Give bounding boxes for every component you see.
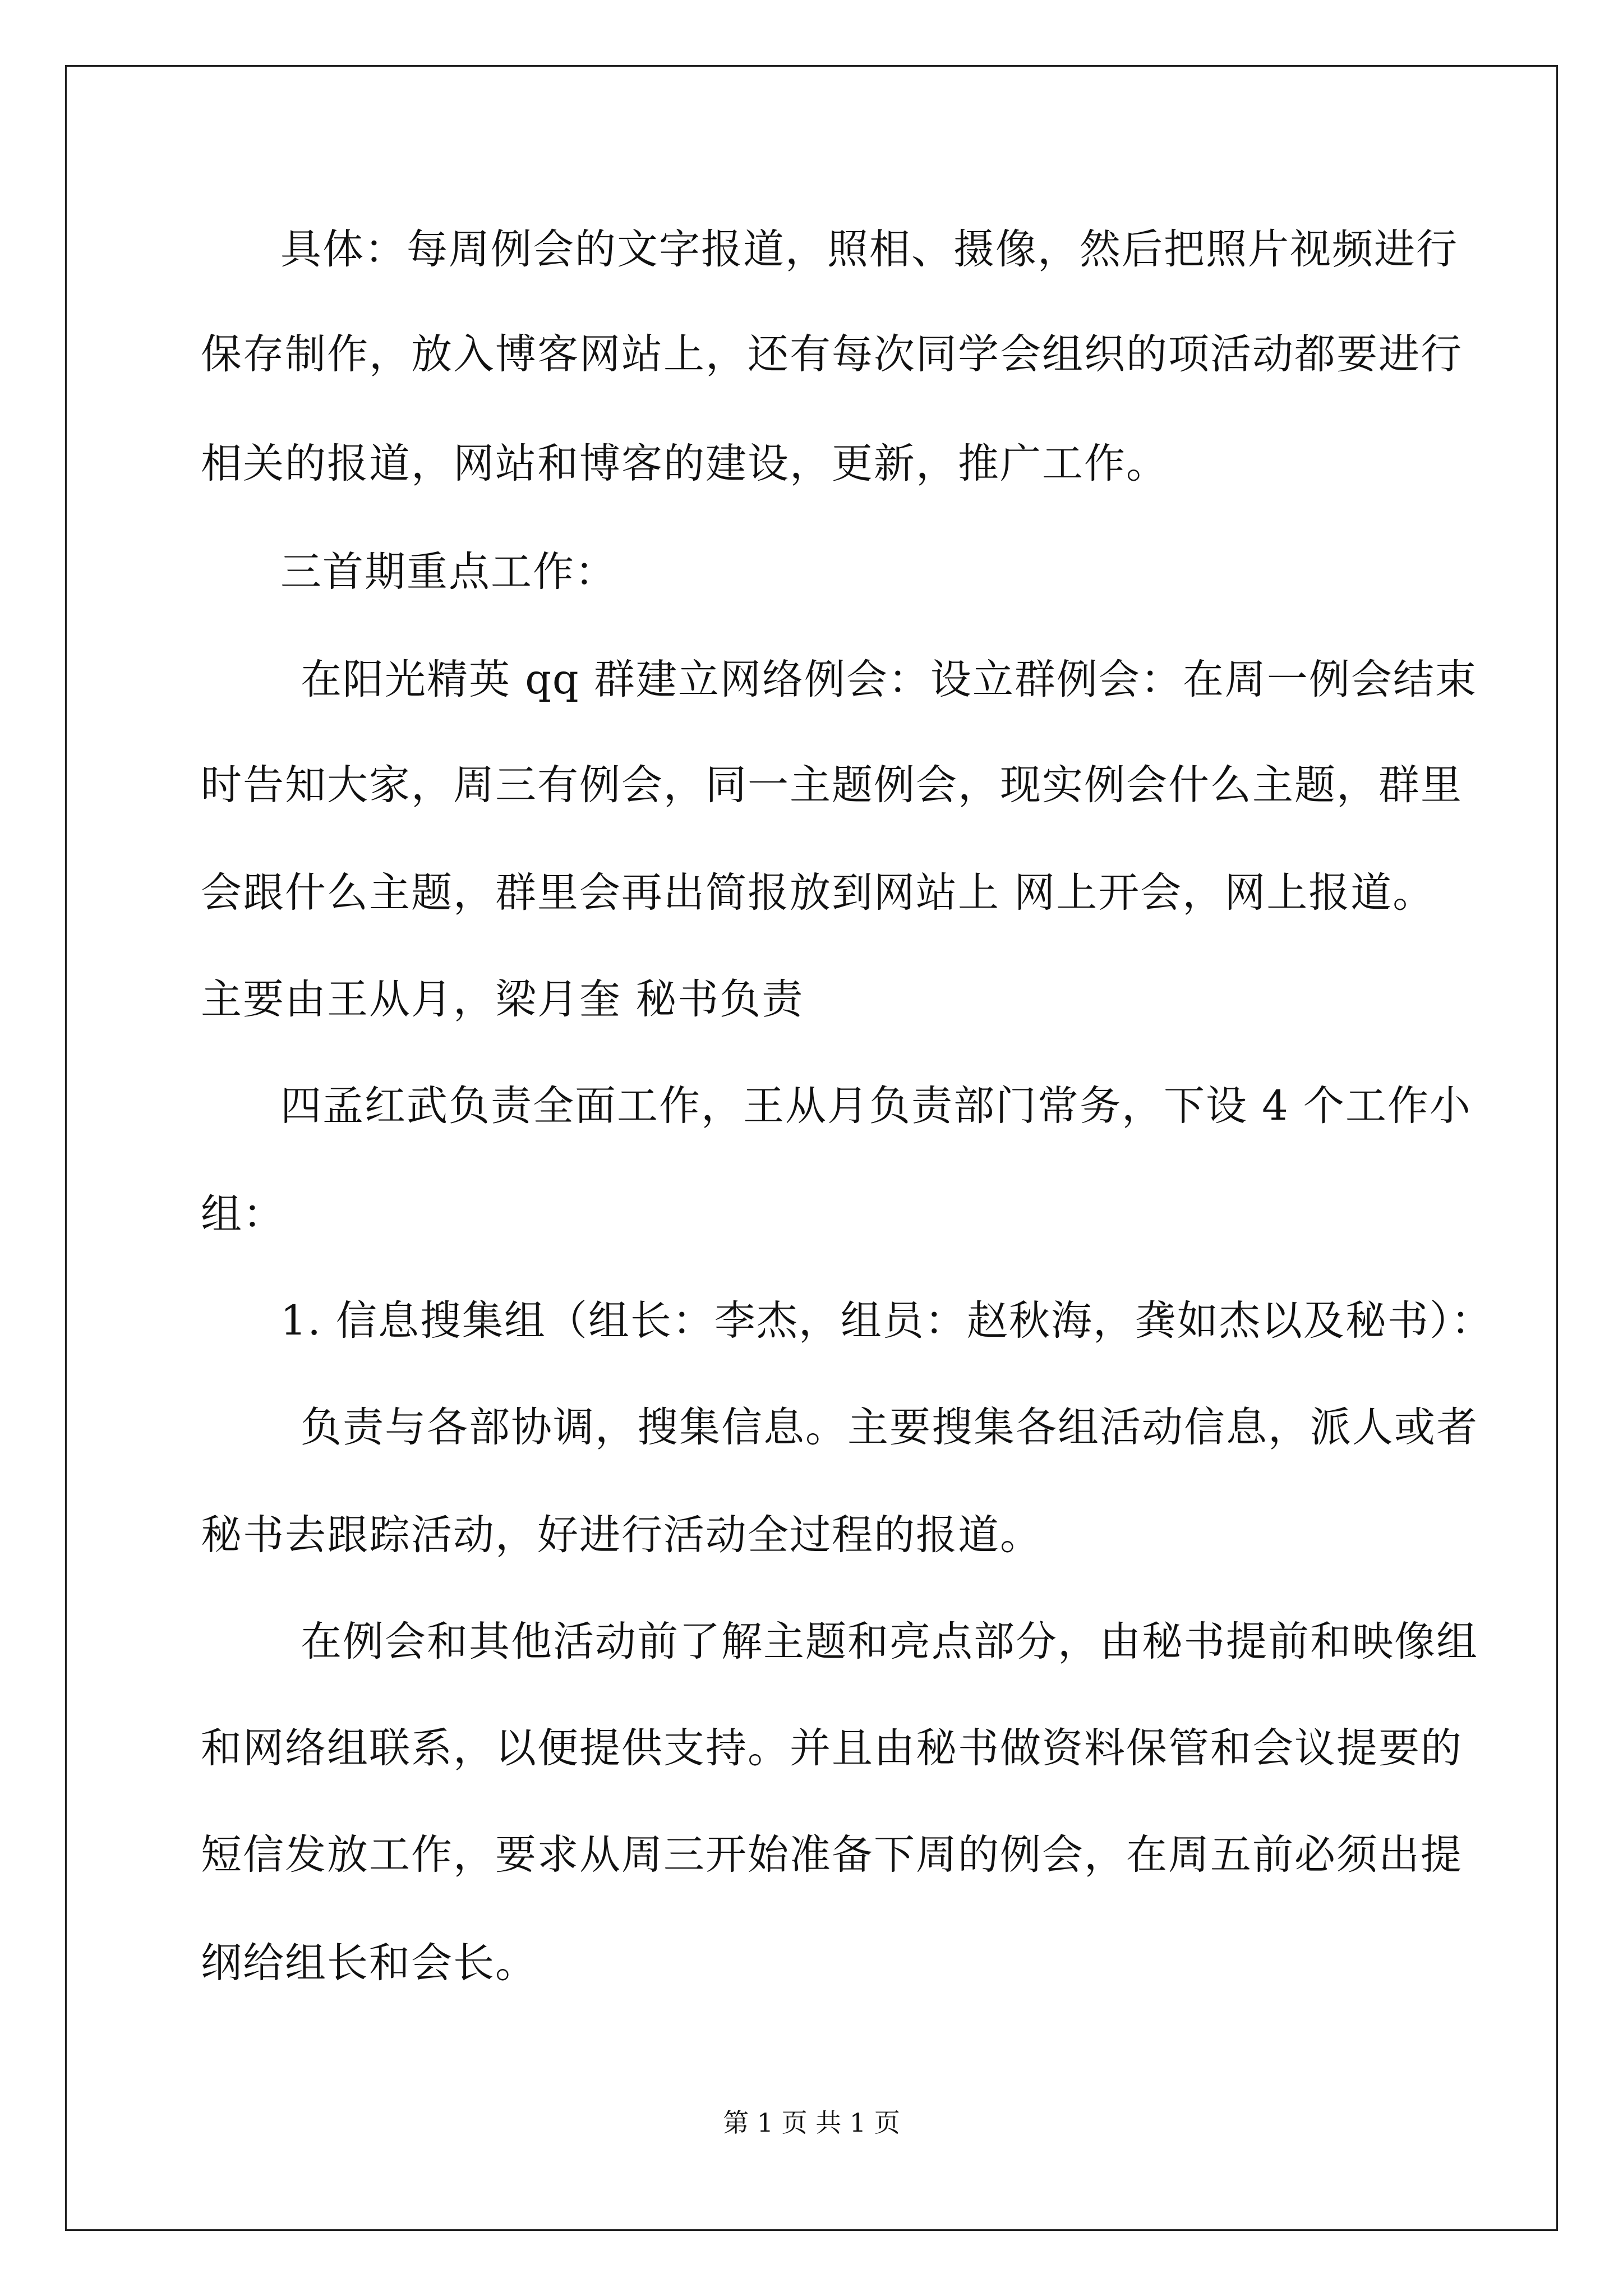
paragraph-line: 纲给组长和会长。 xyxy=(201,1939,537,1987)
paragraph-line: 在例会和其他活动前了解主题和亮点部分，由秘书提前和映像组 xyxy=(301,1618,1478,1665)
paragraph-line: 短信发放工作，要求从周三开始准备下周的例会，在周五前必须出提 xyxy=(201,1831,1463,1879)
paragraph-line: 主要由王从月，梁月奎 秘书负责 xyxy=(201,976,804,1023)
paragraph-line: 负责与各部协调，搜集信息。主要搜集各组活动信息，派人或者 xyxy=(301,1404,1478,1451)
section-heading: 三首期重点工作： xyxy=(280,548,617,596)
page-number-footer: 第 1 页 共 1 页 xyxy=(723,2108,900,2138)
paragraph-line: 会跟什么主题，群里会再出简报放到网站上 网上开会，网上报道。 xyxy=(201,869,1435,917)
paragraph-line: 保存制作，放入博客网站上，还有每次同学会组织的项活动都要进行 xyxy=(201,330,1463,378)
paragraph-line: 和网络组联系，以便提供支持。并且由秘书做资料保管和会议提要的 xyxy=(201,1724,1463,1772)
paragraph-line: 在阳光精英 qq 群建立网络例会：设立群例会：在周一例会结束 xyxy=(301,656,1477,703)
paragraph-line: 四孟红武负责全面工作，王从月负责部门常务，下设 4 个工作小 xyxy=(280,1082,1472,1130)
paragraph-line: 相关的报道，网站和博客的建设，更新，推广工作。 xyxy=(201,440,1168,487)
paragraph-line: 时告知大家，周三有例会，同一主题例会，现实例会什么主题，群里 xyxy=(201,761,1463,809)
paragraph-line: 具体：每周例会的文字报道，照相、摄像，然后把照片视频进行 xyxy=(280,226,1458,273)
list-item-heading: 1. 信息搜集组（组长：李杰，组员：赵秋海，龚如杰以及秘书）： xyxy=(280,1297,1493,1345)
page-frame xyxy=(65,65,1558,2231)
paragraph-line: 组： xyxy=(201,1190,285,1238)
paragraph-line: 秘书去跟踪活动，好进行活动全过程的报道。 xyxy=(201,1511,1042,1559)
